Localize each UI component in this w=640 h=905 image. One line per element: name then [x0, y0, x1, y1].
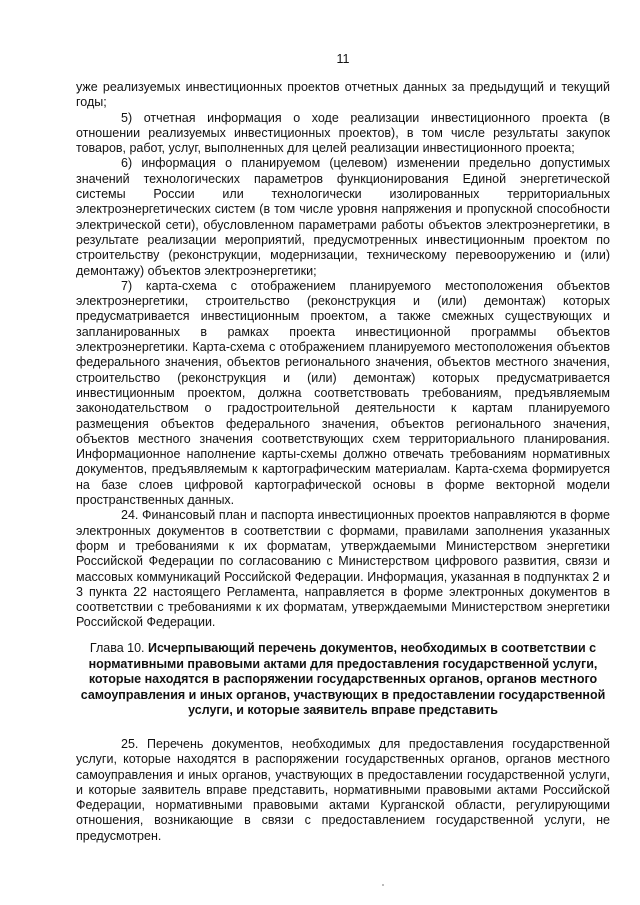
paragraph-continuation: уже реализуемых инвестиционных проектов отчетных данных за предыдущий и текущий годы;	[76, 80, 610, 110]
chapter-prefix: Глава 10.	[89, 641, 148, 655]
scan-mark	[382, 884, 384, 886]
paragraph-item-5: 5) отчетная информация о ходе реализации инвестиционного проекта (в отношении реализуемых инвестиционных проектов), в том числе результаты закупок товаров, работ, услуг, выполненных для целей реализации инвестиционного проекта;	[76, 110, 610, 156]
page-number: 11	[336, 52, 350, 66]
paragraph-25: 25. Перечень документов, необходимых для предоставления государственной услуги, которые находятся в распоряжении государственных органов, органов местного самоуправления и иных органов, участвующих в предоставлении государственной услуги, и которые заявитель вправе представить, нормативными правовыми актами Российской Федерации, нормативными правовыми актами Курганской области, регулирующими отношения, возникающие в связи с предоставлением государственной услуги, не предусмотрен.	[76, 737, 610, 843]
document-body	[76, 80, 610, 631]
chapter-heading	[76, 641, 610, 719]
paragraph-item-7: 7) карта-схема с отображением планируемого местоположения объектов электроэнергетики, строительство (реконструкция и (или) демонтаж) которых предусматривается инвестиционным проектом, а также смежных существующих и запланированных в рамках проекта инвестиционной программы объектов электроэнергетики. Карта-схема с отображением планируемого местоположения объектов федерального значения, объектов регионального значения, объектов местного значения, строительство (реконструкция и (или) демонтаж) которых предусматривается инвестиционным проектом, должна соответствовать требованиям, предъявляемым законодательством о градостроительной деятельности к картам планируемого размещения объектов федерального значения, объектов регионального значения, объектов местного значения соответствующих схем территориального планирования. Информационное наполнение карты-схемы должно отвечать требованиям нормативных документов, предъявляемым к картографическим материалам. Карта-схема формируется на базе слоев цифровой картографической основы в форме векторной модели пространственных данных.	[76, 278, 610, 508]
chapter-title: Исчерпывающий перечень документов, необходимых в соответствии с нормативными правовыми актами для предоставления государственной услуги, которые находятся в распоряжении государственных органов, органов местного самоуправления и иных органов, участвующих в предоставлении государственной услуги, и которые заявитель вправе представить	[80, 641, 606, 718]
paragraph-item-6: 6) информация о планируемом (целевом) изменении предельно допустимых значений технологических параметров функционирования Единой энергетической системы России или технологически изолированных территориальных электроэнергетических систем (в том числе уровня напряжения и пропускной способности электрической сети), обусловленном параметрами работы объектов электроэнергетики, в результате реализации мероприятий, предусмотренных инвестиционным проектом по строительству (реконструкции, модернизации, техническому перевооружению и (или) демонтажу) объектов электроэнергетики;	[76, 156, 610, 278]
paragraph-24: 24. Финансовый план и паспорта инвестиционных проектов направляются в форме электронных документов в соответствии с формами, правилами заполнения указанных форм и требованиями к их форматам, утверждаемыми Министерством энергетики Российской Федерации по согласованию с Министерством цифрового развития, связи и массовых коммуникаций Российской Федерации. Информация, указанная в подпунктах 2 и 3 пункта 22 настоящего Регламента, направляется в форме электронных документов в соответствии с требованиями к их форматам, утверждаемыми Министерством энергетики Российской Федерации.	[76, 508, 610, 630]
final-section	[76, 737, 610, 844]
